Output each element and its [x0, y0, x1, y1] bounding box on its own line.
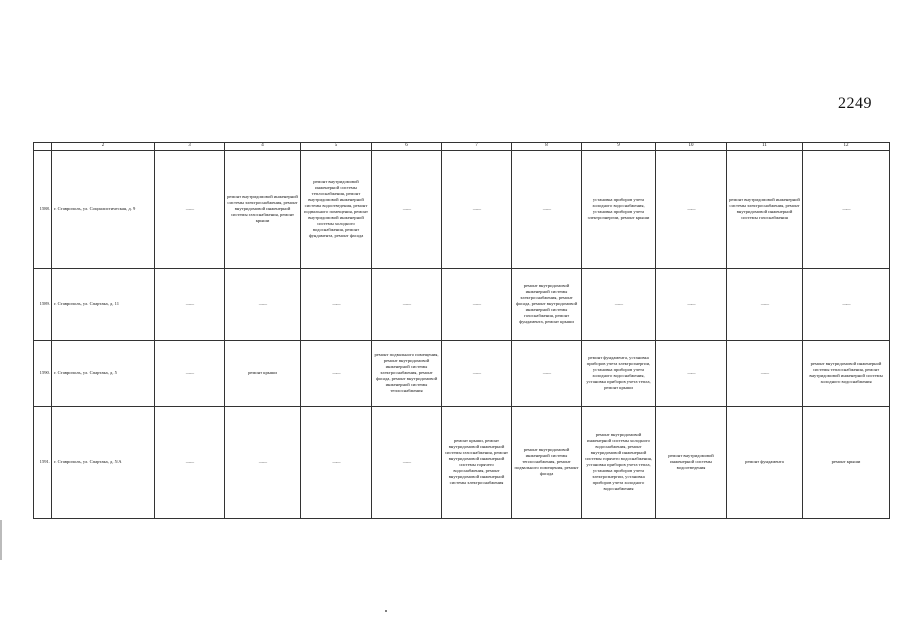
page-number: 2249 [838, 95, 872, 112]
work-cell: ремонт крыши [225, 340, 301, 406]
work-cell: —— [656, 268, 727, 340]
scan-edge-mark [0, 520, 2, 560]
row-number: 1588. [34, 150, 52, 268]
work-cell: —— [301, 406, 372, 518]
work-cell: —— [442, 340, 512, 406]
work-cell: ремонт внутридомовой инженерной системы теплоснабжения, ремонт внутридомовой инженерной системы водоотведения, ремонт подвального помещения, ремонт внутридомовой инженерной системы холодного водоснабжения, ремонт фундамента, ремонт фасада [301, 150, 372, 268]
column-number: 2 [52, 143, 155, 151]
work-cell: ремонт фундамента [727, 406, 803, 518]
address-cell: г. Ставрополь, ул. Спартака, д. 5 [52, 340, 155, 406]
work-cell: —— [372, 268, 442, 340]
work-cell: ремонт внутридомовой инженерной системы теплоснабжения, ремонт внутридомовой инженерной системы холодного водоснабжения [803, 340, 890, 406]
table-row [34, 268, 890, 340]
column-numbers-row [34, 143, 890, 151]
work-cell: ремонт фундамента, установка приборов учета электроэнергии, установка приборов учета холодного водоснабжения, установка приборов учета тепла, ремонт крыши [582, 340, 656, 406]
work-cell: —— [155, 340, 225, 406]
repair-table [33, 142, 890, 519]
work-cell: —— [727, 268, 803, 340]
work-cell: —— [656, 150, 727, 268]
work-cell: —— [512, 340, 582, 406]
work-cell: ремонт внутридомовой инженерной системы электроснабжения, ремонт внутридомовой инженерной системы газоснабжения, ремонт крыши [225, 150, 301, 268]
work-cell: ремонт внутридомовой инженерной системы теплоснабжения, ремонт подвального помещения, ремонт фасада [512, 406, 582, 518]
work-cell: ремонт внутридомовой инженерной системы водоотведения [656, 406, 727, 518]
scan-speck [385, 610, 387, 612]
work-cell: —— [582, 268, 656, 340]
row-number: 1589. [34, 268, 52, 340]
address-cell: г. Ставрополь, ул. Спартака, д. 5/А [52, 406, 155, 518]
work-cell: ремонт крыши [803, 406, 890, 518]
work-cell: —— [225, 406, 301, 518]
column-number: 5 [301, 143, 372, 151]
table-row [34, 406, 890, 518]
column-number: 3 [155, 143, 225, 151]
work-cell: ремонт внутридомовой инженерной системы электроснабжения, ремонт внутридомовой инженерной системы газоснабжения [727, 150, 803, 268]
column-number: 8 [512, 143, 582, 151]
work-cell: —— [155, 406, 225, 518]
column-number: 12 [803, 143, 890, 151]
work-cell: —— [155, 150, 225, 268]
work-cell: —— [372, 150, 442, 268]
column-number: 11 [727, 143, 803, 151]
work-cell: —— [301, 340, 372, 406]
column-number: 9 [582, 143, 656, 151]
work-cell: —— [656, 340, 727, 406]
work-cell: —— [512, 150, 582, 268]
table-row [34, 150, 890, 268]
work-cell: —— [442, 150, 512, 268]
column-number: 7 [442, 143, 512, 151]
address-cell: г. Ставрополь, ул. Спартака, д. 11 [52, 268, 155, 340]
row-number: 1590. [34, 340, 52, 406]
row-number: 1591. [34, 406, 52, 518]
column-number: 4 [225, 143, 301, 151]
work-cell: —— [225, 268, 301, 340]
column-number [34, 143, 52, 151]
table-row [34, 340, 890, 406]
work-cell: ремонт внутридомовой инженерной системы холодного водоснабжения, ремонт внутридомовой инженерной системы горячего водоснабжения, установка приборов учета тепла, установка приборов учета электроэнергии, установка приборов учета холодного водоснабжения [582, 406, 656, 518]
column-number: 10 [656, 143, 727, 151]
table-body [34, 143, 890, 519]
work-cell: ремонт подвального помещения, ремонт внутридомовой инженерной системы электроснабжения, ремонт фасада, ремонт внутридомовой инженерной системы теплоснабжения [372, 340, 442, 406]
work-cell: —— [155, 268, 225, 340]
work-cell: —— [803, 150, 890, 268]
work-cell: —— [372, 406, 442, 518]
work-cell: —— [442, 268, 512, 340]
work-cell: ремонт крыши, ремонт внутридомовой инженерной системы газоснабжения, ремонт внутридомовой инженерной системы горячего водоснабжения, ремонт внутридомовой инженерной системы электроснабжения [442, 406, 512, 518]
work-cell: —— [803, 268, 890, 340]
column-number: 6 [372, 143, 442, 151]
work-cell: —— [727, 340, 803, 406]
address-cell: г. Ставрополь, ул. Социалистическая, д. 9 [52, 150, 155, 268]
work-cell: ремонт внутридомовой инженерной системы электроснабжения, ремонт фасада, ремонт внутридомовой инженерной системы газоснабжения, ремонт фундамента, ремонт крыши [512, 268, 582, 340]
work-cell: —— [301, 268, 372, 340]
work-cell: установка приборов учета холодного водоснабжения, установка приборов учета электроэнергии, ремонт крыши [582, 150, 656, 268]
